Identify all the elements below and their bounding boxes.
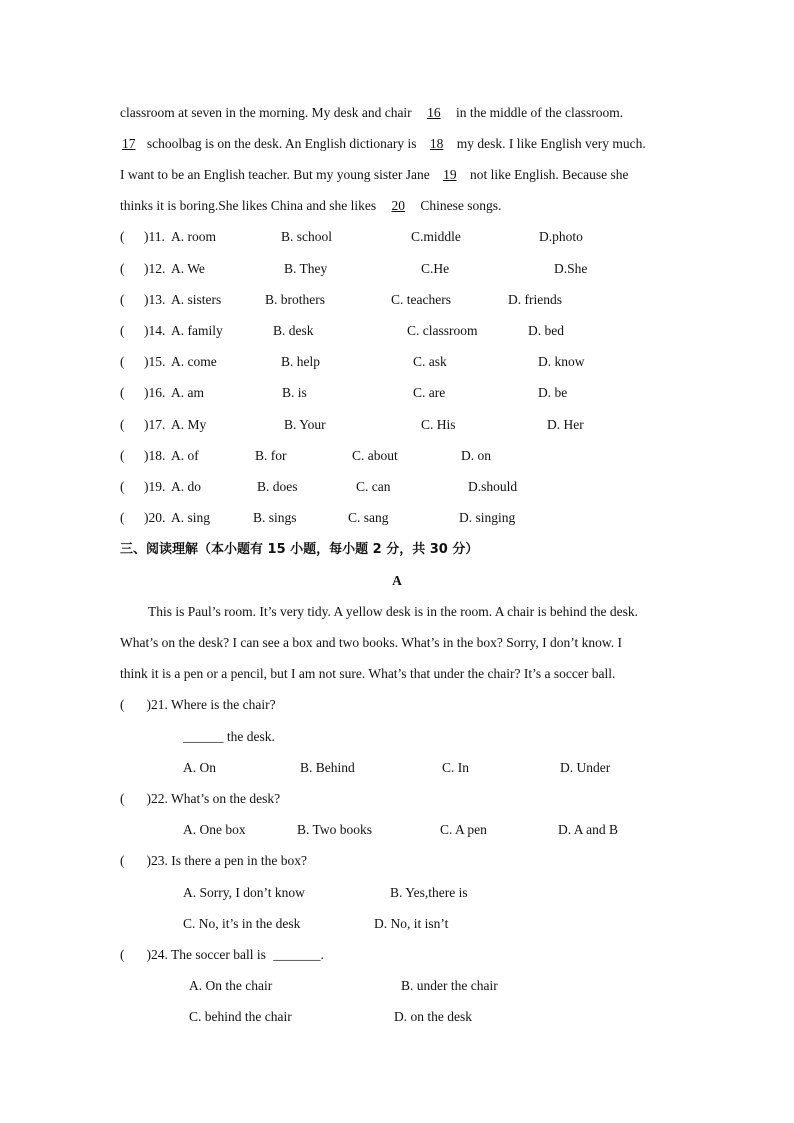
option-21-c[interactable]: C. In bbox=[442, 760, 469, 775]
blank-16: 16 bbox=[427, 105, 441, 120]
option-23-d[interactable]: D. No, it isn’t bbox=[374, 916, 449, 931]
option-19-c[interactable]: C. can bbox=[356, 479, 391, 494]
option-15-d[interactable]: D. know bbox=[538, 354, 585, 369]
question-21-fill bbox=[183, 728, 275, 746]
reading-line-1: This is Paul’s room. It’s very tidy. A yellow desk is in the room. A chair is behind the desk. bbox=[148, 604, 638, 619]
option-19-b[interactable]: B. does bbox=[257, 479, 298, 494]
answer-paren: ( bbox=[120, 323, 125, 338]
option-21-a[interactable]: A. On bbox=[183, 760, 216, 775]
question-stem: )21. Where is the chair? bbox=[146, 697, 276, 712]
option-12-a[interactable]: A. We bbox=[171, 261, 205, 276]
option-17-d[interactable]: D. Her bbox=[547, 417, 584, 432]
question-23 bbox=[120, 852, 307, 870]
option-23-c[interactable]: C. No, it’s in the desk bbox=[183, 916, 301, 931]
blank-18: 18 bbox=[429, 136, 444, 151]
answer-slot[interactable] bbox=[128, 447, 144, 465]
cloze-text: I want to be an English teacher. But my young sister Jane bbox=[120, 167, 430, 182]
question-number: )13. bbox=[144, 292, 166, 307]
question-number: )11. bbox=[144, 229, 165, 244]
answer-slot[interactable] bbox=[128, 478, 144, 496]
answer-slot[interactable] bbox=[128, 322, 144, 340]
answer-paren: ( bbox=[120, 947, 125, 962]
answer-paren: ( bbox=[120, 417, 125, 432]
option-16-b[interactable]: B. is bbox=[282, 385, 307, 400]
cloze-line-3 bbox=[120, 166, 629, 184]
answer-slot[interactable] bbox=[128, 384, 144, 402]
option-13-c[interactable]: C. teachers bbox=[391, 292, 451, 307]
option-20-c[interactable]: C. sang bbox=[348, 510, 389, 525]
option-13-d[interactable]: D. friends bbox=[508, 292, 562, 307]
option-20-d[interactable]: D. singing bbox=[459, 510, 516, 525]
option-14-b[interactable]: B. desk bbox=[273, 323, 314, 338]
question-number: )16. bbox=[144, 385, 166, 400]
option-12-b[interactable]: B. They bbox=[284, 261, 328, 276]
cloze-text: in the middle of the classroom. bbox=[455, 105, 624, 120]
option-24-a[interactable]: A. On the chair bbox=[189, 978, 273, 993]
option-11-c[interactable]: C.middle bbox=[411, 229, 461, 244]
question-number: )15. bbox=[144, 354, 166, 369]
cloze-text: thinks it is boring.She likes China and she likes bbox=[120, 198, 377, 213]
option-11-b[interactable]: B. school bbox=[281, 229, 333, 244]
option-17-c[interactable]: C. His bbox=[421, 417, 456, 432]
question-number: )14. bbox=[144, 323, 166, 338]
cloze-text: classroom at seven in the morning. My desk and chair bbox=[120, 105, 412, 120]
cloze-line-1 bbox=[120, 104, 623, 122]
option-23-a[interactable]: A. Sorry, I don’t know bbox=[183, 885, 305, 900]
option-18-b[interactable]: B. for bbox=[255, 448, 287, 463]
option-21-d[interactable]: D. Under bbox=[560, 760, 611, 775]
cloze-text: my desk. I like English very much. bbox=[456, 136, 646, 151]
answer-paren: ( bbox=[120, 510, 125, 525]
option-16-a[interactable]: A. am bbox=[171, 385, 204, 400]
cloze-line-2 bbox=[120, 135, 646, 153]
option-22-d[interactable]: D. A and B bbox=[558, 822, 619, 837]
question-number: )12. bbox=[144, 261, 166, 276]
option-14-a[interactable]: A. family bbox=[171, 323, 223, 338]
answer-paren: ( bbox=[120, 479, 125, 494]
answer-paren: ( bbox=[120, 354, 125, 369]
option-15-c[interactable]: C. ask bbox=[413, 354, 447, 369]
question-number: )18. bbox=[144, 448, 166, 463]
option-24-c[interactable]: C. behind the chair bbox=[189, 1009, 292, 1024]
option-13-a[interactable]: A. sisters bbox=[171, 292, 222, 307]
option-19-d[interactable]: D.should bbox=[468, 479, 518, 494]
answer-paren: ( bbox=[120, 791, 125, 806]
answer-paren: ( bbox=[120, 853, 125, 868]
cloze-text: Chinese songs. bbox=[420, 198, 502, 213]
option-19-a[interactable]: A. do bbox=[171, 479, 201, 494]
option-13-b[interactable]: B. brothers bbox=[265, 292, 325, 307]
answer-paren: ( bbox=[120, 229, 125, 244]
option-16-c[interactable]: C. are bbox=[413, 385, 446, 400]
option-21-b[interactable]: B. Behind bbox=[300, 760, 355, 775]
option-12-c[interactable]: C.He bbox=[421, 261, 450, 276]
answer-slot[interactable] bbox=[128, 353, 144, 371]
blank-19: 19 bbox=[443, 167, 457, 182]
question-21 bbox=[120, 696, 276, 714]
answer-paren: ( bbox=[120, 385, 125, 400]
fill-blank: _______ bbox=[273, 947, 321, 962]
fill-text: . bbox=[320, 947, 324, 962]
fill-text: the desk. bbox=[223, 729, 275, 744]
question-24 bbox=[120, 946, 324, 964]
question-stem: )24. The soccer ball is bbox=[146, 947, 266, 962]
answer-paren: ( bbox=[120, 292, 125, 307]
option-18-c[interactable]: C. about bbox=[352, 448, 398, 463]
answer-slot[interactable] bbox=[128, 260, 144, 278]
cloze-text: not like English. Because she bbox=[469, 167, 629, 182]
option-24-b[interactable]: B. under the chair bbox=[401, 978, 498, 993]
option-11-d[interactable]: D.photo bbox=[539, 229, 583, 244]
answer-paren: ( bbox=[120, 261, 125, 276]
answer-slot[interactable] bbox=[128, 509, 144, 527]
option-12-d[interactable]: D.She bbox=[554, 261, 588, 276]
cloze-text: schoolbag is on the desk. An English dictionary is bbox=[146, 136, 417, 151]
option-15-a[interactable]: A. come bbox=[171, 354, 217, 369]
reading-line-3: think it is a pen or a pencil, but I am not sure. What’s that under the chair? It’s a soccer ball. bbox=[120, 666, 616, 681]
question-number: )20. bbox=[144, 510, 166, 525]
answer-paren: ( bbox=[120, 448, 125, 463]
option-18-a[interactable]: A. of bbox=[171, 448, 199, 463]
cloze-line-4 bbox=[120, 197, 501, 215]
question-number: )19. bbox=[144, 479, 166, 494]
option-14-c[interactable]: C. classroom bbox=[407, 323, 478, 338]
option-22-b[interactable]: B. Two books bbox=[297, 822, 372, 837]
answer-slot[interactable] bbox=[128, 416, 144, 434]
option-17-b[interactable]: B. Your bbox=[284, 417, 326, 432]
section-heading: 三、阅读理解（本小题有 15 小题，每小题 2 分，共 30 分） bbox=[120, 542, 479, 557]
option-22-c[interactable]: C. A pen bbox=[440, 822, 487, 837]
reading-line-2: What’s on the desk? I can see a box and two books. What’s in the box? Sorry, I don’t know. I bbox=[120, 635, 623, 650]
option-20-b[interactable]: B. sings bbox=[253, 510, 297, 525]
question-number: )17. bbox=[144, 417, 166, 432]
fill-blank: ______ bbox=[183, 729, 224, 744]
option-14-d[interactable]: D. bed bbox=[528, 323, 564, 338]
option-11-a[interactable]: A. room bbox=[171, 229, 216, 244]
option-18-d[interactable]: D. on bbox=[461, 448, 491, 463]
option-24-d[interactable]: D. on the desk bbox=[394, 1009, 472, 1024]
option-16-d[interactable]: D. be bbox=[538, 385, 568, 400]
option-23-b[interactable]: B. Yes,there is bbox=[390, 885, 468, 900]
option-17-a[interactable]: A. My bbox=[171, 417, 207, 432]
question-stem: )22. What’s on the desk? bbox=[146, 791, 281, 806]
answer-slot[interactable] bbox=[128, 228, 144, 246]
answer-paren: ( bbox=[120, 697, 125, 712]
question-22 bbox=[120, 790, 280, 808]
blank-20: 20 bbox=[391, 198, 405, 213]
question-stem: )23. Is there a pen in the box? bbox=[146, 853, 307, 868]
option-20-a[interactable]: A. sing bbox=[171, 510, 211, 525]
blank-17: 17 bbox=[122, 136, 136, 151]
answer-slot[interactable] bbox=[128, 291, 144, 309]
option-15-b[interactable]: B. help bbox=[281, 354, 320, 369]
option-22-a[interactable]: A. One box bbox=[183, 822, 246, 837]
passage-label: A bbox=[392, 573, 402, 588]
